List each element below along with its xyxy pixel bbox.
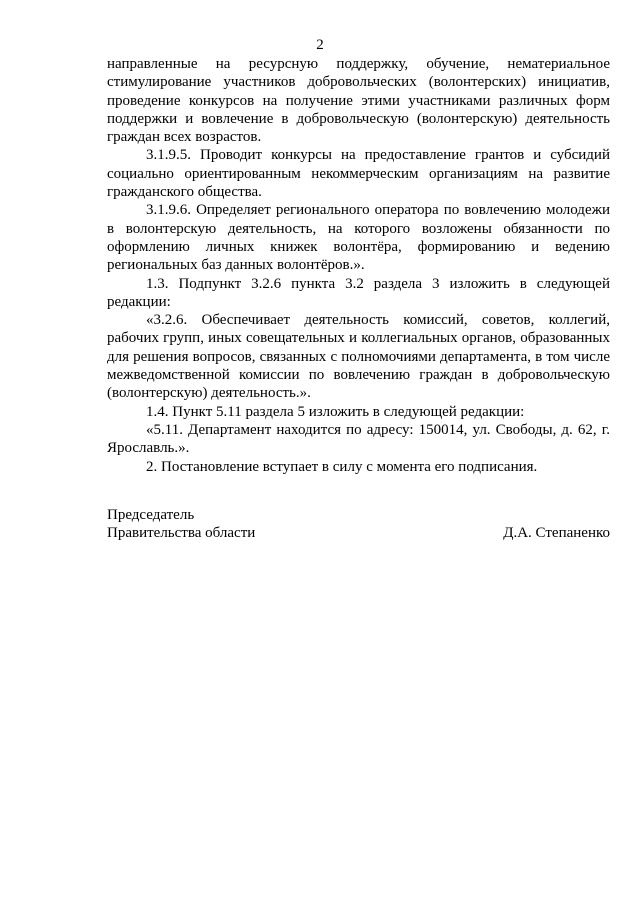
signature-block (107, 506, 610, 543)
paragraph-3-1-9-6: 3.1.9.6. Определяет регионального оператора по вовлечению молодежи в волонтерскую деятельность, на которого возложены обязанности по оформлению личных книжек волонтёра, формированию и ведению региональных баз данных волонтёров.». (107, 202, 610, 274)
paragraph-1-3: 1.3. Подпункт 3.2.6 пункта 3.2 раздела 3 изложить в следующей редакции: (107, 275, 610, 310)
signature-row (107, 524, 610, 542)
paragraph-1-4: 1.4. Пункт 5.11 раздела 5 изложить в следующей редакции: (146, 403, 525, 420)
signatory-title-line1: Председатель (107, 507, 195, 523)
paragraph-5-11: «5.11. Департамент находится по адресу: 150014, ул. Свободы, д. 62, г. Ярославль.». (107, 421, 610, 457)
page-number: 2 (316, 37, 324, 53)
paragraph-3-2-6: «3.2.6. Обеспечивает деятельность комиссий, советов, коллегий, рабочих групп, иных совещательных и коллегиальных органов, образованных для решения вопросов, связанных с полномочиями департамента, в том числе межведомственной комиссии по вовлечению граждан в добровольческую (волонтерскую) деятельность.». (107, 312, 610, 402)
document-body (107, 55, 610, 476)
signatory-title-line2: Правительства области (107, 525, 256, 542)
signatory-name: Д.А. Степаненко (503, 525, 610, 542)
paragraph-2: 2. Постановление вступает в силу с момента его подписания. (146, 458, 538, 475)
paragraph-continuation: направленные на ресурсную поддержку, обучение, нематериальное стимулирование участников добровольческих (волонтерских) инициатив, проведение конкурсов на получение этими участниками различных форм поддержки и вовлечение в добровольческую (волонтерскую) деятельность граждан всех возрастов. (107, 56, 610, 146)
paragraph-3-1-9-5: 3.1.9.5. Проводит конкурсы на предоставление грантов и субсидий социально ориентированным некоммерческим организациям на развитие гражданского общества. (107, 147, 610, 201)
